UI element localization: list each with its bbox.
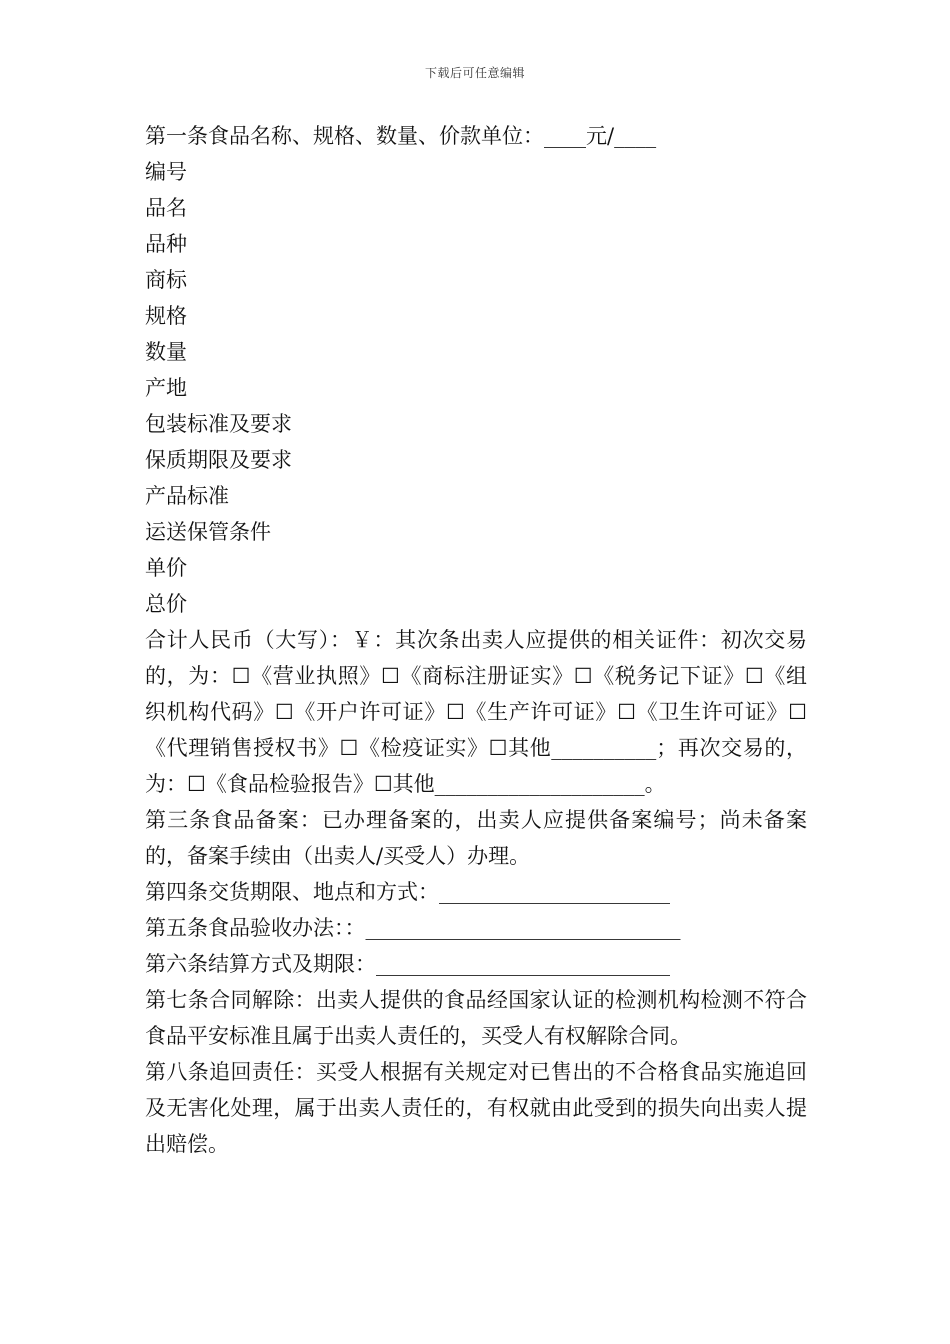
field-list [145,154,807,622]
field-item-product-standard: 产品标准 [145,484,229,508]
article-1-title: 第一条食品名称、规格、数量、价款单位：____元/____ [145,124,657,148]
field-item-variety: 品种 [145,232,187,256]
article-2-paragraph: 合计人民币（大写）：￥：其次条出卖人应提供的相关证件：初次交易的，为：☐《营业执照》☐《商标注册证实》☐《税务记下证》☐《组织机构代码》☐《开户许可证》☐《生产许可证》☐《卫生许可证》☐《代理销售授权书》☐《检疫证实》☐其他__________；再次交易的，为：☐《食品检验报告》☐其他____________________。 [145,628,807,796]
article-3-paragraph: 第三条食品备案：已办理备案的，出卖人应提供备案编号；尚未备案的，备案手续由（出卖人/买受人）办理。 [145,808,807,868]
article-4-paragraph: 第四条交货期限、地点和方式：______________________ [145,880,670,904]
field-item-origin: 产地 [145,376,187,400]
field-item-specification: 规格 [145,304,187,328]
article-6-paragraph: 第六条结算方式及期限：____________________________ [145,952,670,976]
article-7-paragraph: 第七条合同解除：出卖人提供的食品经国家认证的检测机构检测不符合食品平安标准且属于出卖人责任的，买受人有权解除合同。 [145,988,807,1048]
field-item-trademark: 商标 [145,268,187,292]
field-item-shelf-life: 保质期限及要求 [145,448,292,472]
field-item-packaging: 包装标准及要求 [145,412,292,436]
field-item-number: 编号 [145,160,187,184]
field-item-unit-price: 单价 [145,556,187,580]
page-header: 下载后可任意编辑 [424,66,525,80]
article-8-paragraph: 第八条追回责任：买受人根据有关规定对已售出的不合格食品实施追回及无害化处理，属于出卖人责任的，有权就由此受到的损失向出卖人提出赔偿。 [145,1060,807,1156]
field-item-transport-storage: 运送保管条件 [145,520,271,544]
article-5-paragraph: 第五条食品验收办法：：______________________________ [145,916,681,940]
contract-body [145,118,807,1162]
field-item-total-price: 总价 [145,592,187,616]
field-item-product-name: 品名 [145,196,187,220]
field-item-quantity: 数量 [145,340,187,364]
